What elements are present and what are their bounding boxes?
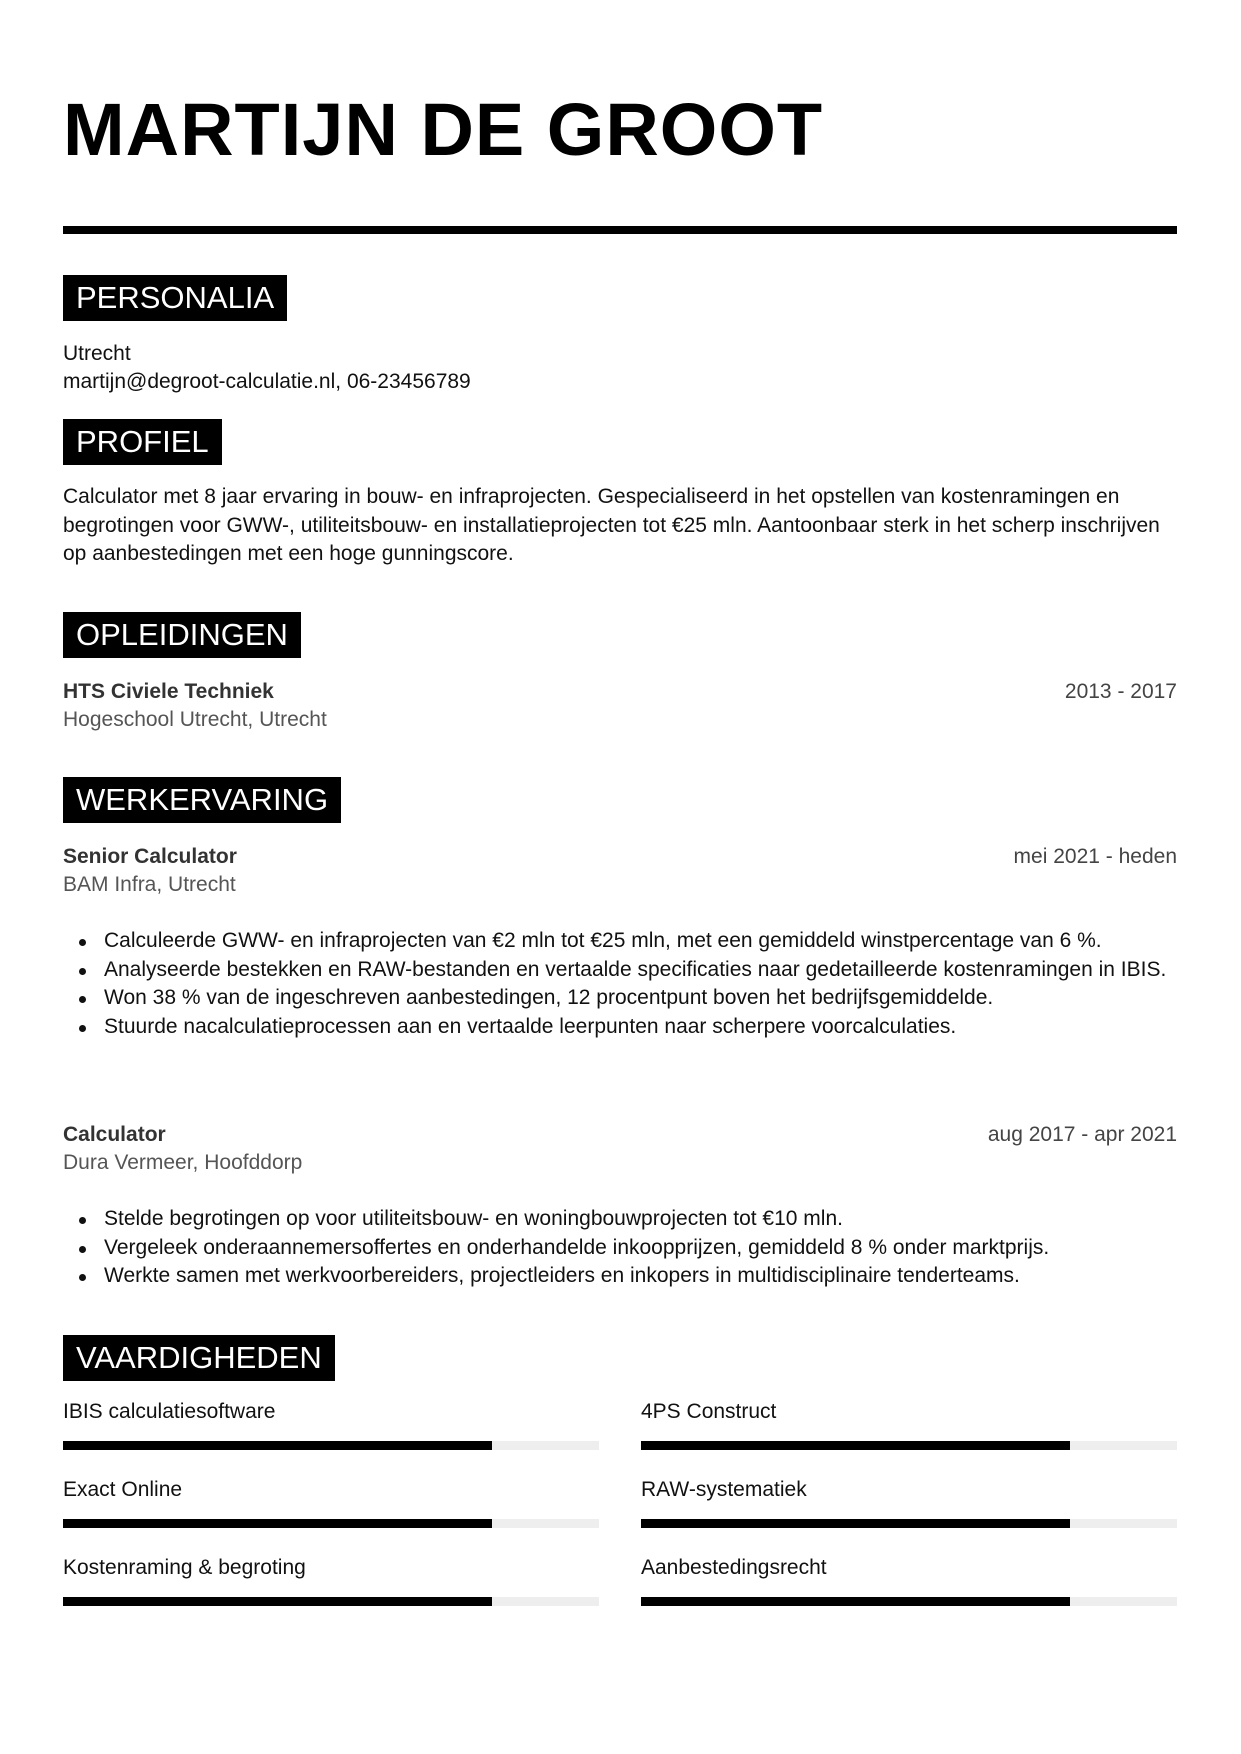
skill-item (641, 1554, 1177, 1582)
header-divider (63, 226, 1177, 234)
section-heading-personalia: PERSONALIA (63, 275, 287, 321)
skill-label: Kostenraming & begroting (63, 1556, 306, 1579)
job-company: BAM Infra, Utrecht (63, 873, 236, 896)
education-dates: 2013 - 2017 (1064, 680, 1177, 703)
personal-contact: martijn@degroot-calculatie.nl, 06-23456789 (63, 370, 471, 393)
job-bullet: Vergeleek onderaannemersoffertes en onderhandelde inkoopprijzen, gemiddeld 8 % onder marktprijs. (104, 1234, 1218, 1263)
job-dates: aug 2017 - apr 2021 (987, 1123, 1177, 1146)
job-bullet-list (63, 1205, 1218, 1291)
skill-label: IBIS calculatiesoftware (63, 1400, 276, 1423)
education-title: HTS Civiele Techniek (63, 680, 274, 703)
job-title: Senior Calculator (63, 845, 237, 868)
job-bullet: Calculeerde GWW- en infraprojecten van €2 mln tot €25 mln, met een gemiddeld winstpercentage van 6 %. (104, 927, 1218, 956)
job-dates: mei 2021 - heden (1013, 845, 1177, 868)
skill-item (63, 1554, 599, 1582)
section-heading-profiel: PROFIEL (63, 419, 222, 465)
skill-label: 4PS Construct (641, 1400, 777, 1423)
skill-bar-track (641, 1597, 1177, 1606)
skill-label: Exact Online (63, 1478, 183, 1501)
skill-label: Aanbestedingsrecht (641, 1556, 827, 1579)
profile-summary: Calculator met 8 jaar ervaring in bouw- en infraprojecten. Gespecialiseerd in het opstellen van kostenramingen en begrotingen voor GWW-, utiliteitsbouw- en installatieprojecten tot €25 mln. Aantoonbaar sterk in het scherp inschrijven op aanbestedingen met een hoge gunningscore. (63, 485, 1160, 565)
skill-bar-fill (641, 1441, 1070, 1450)
education-institution: Hogeschool Utrecht, Utrecht (63, 708, 327, 731)
job-title: Calculator (63, 1123, 166, 1146)
skill-bar-fill (63, 1519, 492, 1528)
skill-bar-track (63, 1441, 599, 1450)
section-heading-werkervaring: WERKERVARING (63, 777, 341, 823)
skill-item (641, 1476, 1177, 1504)
job-bullet: Analyseerde bestekken en RAW-bestanden en vertaalde specificaties naar gedetailleerde kostenramingen in IBIS. (104, 956, 1218, 985)
skill-label: RAW-systematiek (641, 1478, 807, 1501)
skill-bar-track (641, 1441, 1177, 1450)
skill-bar-track (63, 1519, 599, 1528)
section-heading-vaardigheden: VAARDIGHEDEN (63, 1335, 335, 1381)
skill-bar-fill (641, 1597, 1070, 1606)
section-heading-opleidingen: OPLEIDINGEN (63, 612, 301, 658)
job-bullet: Won 38 % van de ingeschreven aanbestedingen, 12 procentpunt boven het bedrijfsgemiddelde. (104, 984, 1218, 1013)
skill-bar-fill (63, 1597, 492, 1606)
skill-bar-fill (63, 1441, 492, 1450)
job-company: Dura Vermeer, Hoofddorp (63, 1151, 303, 1174)
skill-item (641, 1398, 1177, 1426)
skill-bar-track (63, 1597, 599, 1606)
job-bullet: Stelde begrotingen op voor utiliteitsbouw- en woningbouwprojecten tot €10 mln. (104, 1205, 1218, 1234)
job-bullet: Werkte samen met werkvoorbereiders, projectleiders en inkopers in multidisciplinaire tenderteams. (104, 1262, 1218, 1291)
skill-item (63, 1476, 599, 1504)
skill-bar-fill (641, 1519, 1070, 1528)
skill-bar-track (641, 1519, 1177, 1528)
job-bullet: Stuurde nacalculatieprocessen aan en vertaalde leerpunten naar scherpere voorcalculaties. (104, 1013, 1218, 1042)
candidate-name: MARTIJN DE GROOT (63, 88, 824, 171)
personal-city: Utrecht (63, 342, 131, 365)
job-bullet-list (63, 927, 1218, 1041)
skill-item (63, 1398, 599, 1426)
